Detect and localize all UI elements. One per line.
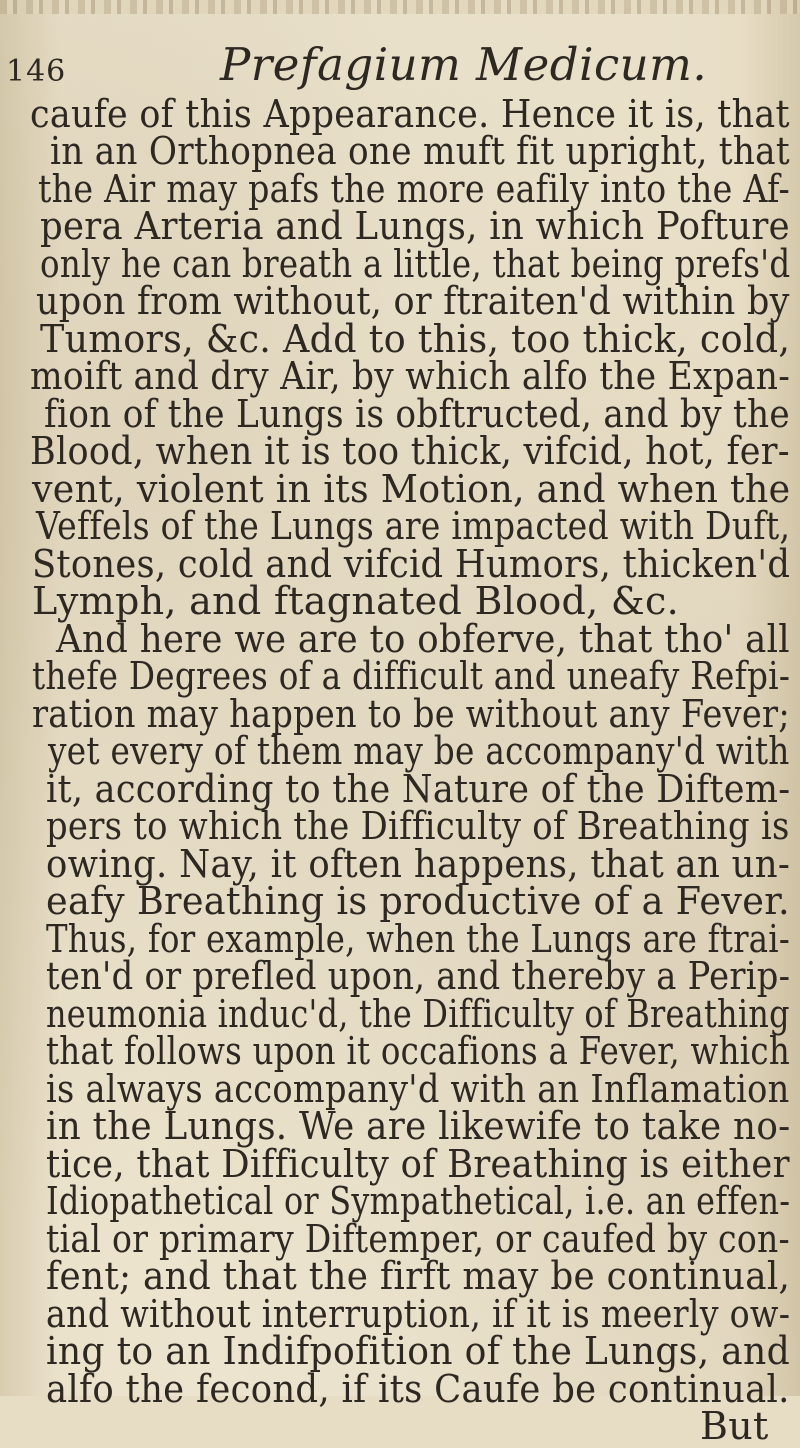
text-line: the Air may pafs the more eafily into the Af- <box>38 167 790 211</box>
text-line: in the Lungs. We are likewife to take no- <box>46 1104 791 1148</box>
text-line: it, according to the Nature of the Diftem- <box>46 767 791 811</box>
text-line: tial or primary Diftemper, or caufed by con- <box>46 1217 790 1261</box>
text-line: Veffels of the Lungs are impacted with Duft, <box>36 504 791 548</box>
text-line: fion of the Lungs is obftructed, and by the <box>44 392 791 436</box>
text-line: upon from without, or ftraiten'd within by <box>36 279 790 323</box>
page-edge <box>0 0 800 14</box>
text-line: eafy Breathing is productive of a Fever. <box>46 879 790 923</box>
text-line: alfo the fecond, if its Caufe be continual. <box>46 1367 790 1411</box>
text-line: Blood, when it is too thick, vifcid, hot, fer- <box>30 429 790 473</box>
text-line: only he can breath a little, that being prefs'd <box>40 242 791 286</box>
text-line: and without interruption, if it is meerly ow- <box>46 1292 791 1336</box>
running-title: Prefagium Medicum. <box>220 38 708 91</box>
text-line: Tumors, &c. Add to this, too thick, cold, <box>40 317 791 361</box>
text-line: ing to an Indifpofition of the Lungs, and <box>46 1329 791 1373</box>
text-line: ration may happen to be without any Fever; <box>32 692 790 736</box>
text-line: ten'd or prefled upon, and thereby a Perip- <box>46 954 791 998</box>
text-line: Idiopathetical or Sympathetical, i.e. an effen- <box>46 1179 791 1223</box>
text-line: And here we are to obferve, that tho' all <box>56 617 790 661</box>
text-line: is always accompany'd with an Inflamation <box>46 1067 790 1111</box>
text-line: tice, that Difficulty of Breathing is either <box>46 1142 790 1186</box>
text-line: in an Orthopnea one muft fit upright, that <box>50 129 790 173</box>
running-head <box>0 20 800 91</box>
text-line: fent; and that the firft may be continual, <box>46 1254 791 1298</box>
text-line: that follows upon it occafions a Fever, which <box>46 1029 791 1073</box>
text-line: yet every of them may be accompany'd with <box>48 729 790 773</box>
text-line: Thus, for example, when the Lungs are ftrai- <box>46 917 791 961</box>
text-line: owing. Nay, it often happens, that an un- <box>46 842 791 886</box>
text-line: Stones, cold and vifcid Humors, thicken'd <box>32 542 791 586</box>
text-line: moift and dry Air, by which alfo the Expan- <box>30 354 791 398</box>
text-line: vent, violent in its Motion, and when the <box>32 467 791 511</box>
text-line: thefe Degrees of a difficult and uneafy Refpi- <box>32 654 791 698</box>
text-line: caufe of this Appearance. Hence it is, that <box>30 92 790 136</box>
text-line: Lymph, and ftagnated Blood, &c. <box>32 579 679 623</box>
catchword: But <box>700 1404 769 1448</box>
text-line: neumonia induc'd, the Difficulty of Breathing <box>46 992 790 1036</box>
page-number: 146 <box>6 54 67 89</box>
text-line: pera Arteria and Lungs, in which Pofture <box>40 204 790 248</box>
text-line: pers to which the Difficulty of Breathing is <box>46 804 790 848</box>
